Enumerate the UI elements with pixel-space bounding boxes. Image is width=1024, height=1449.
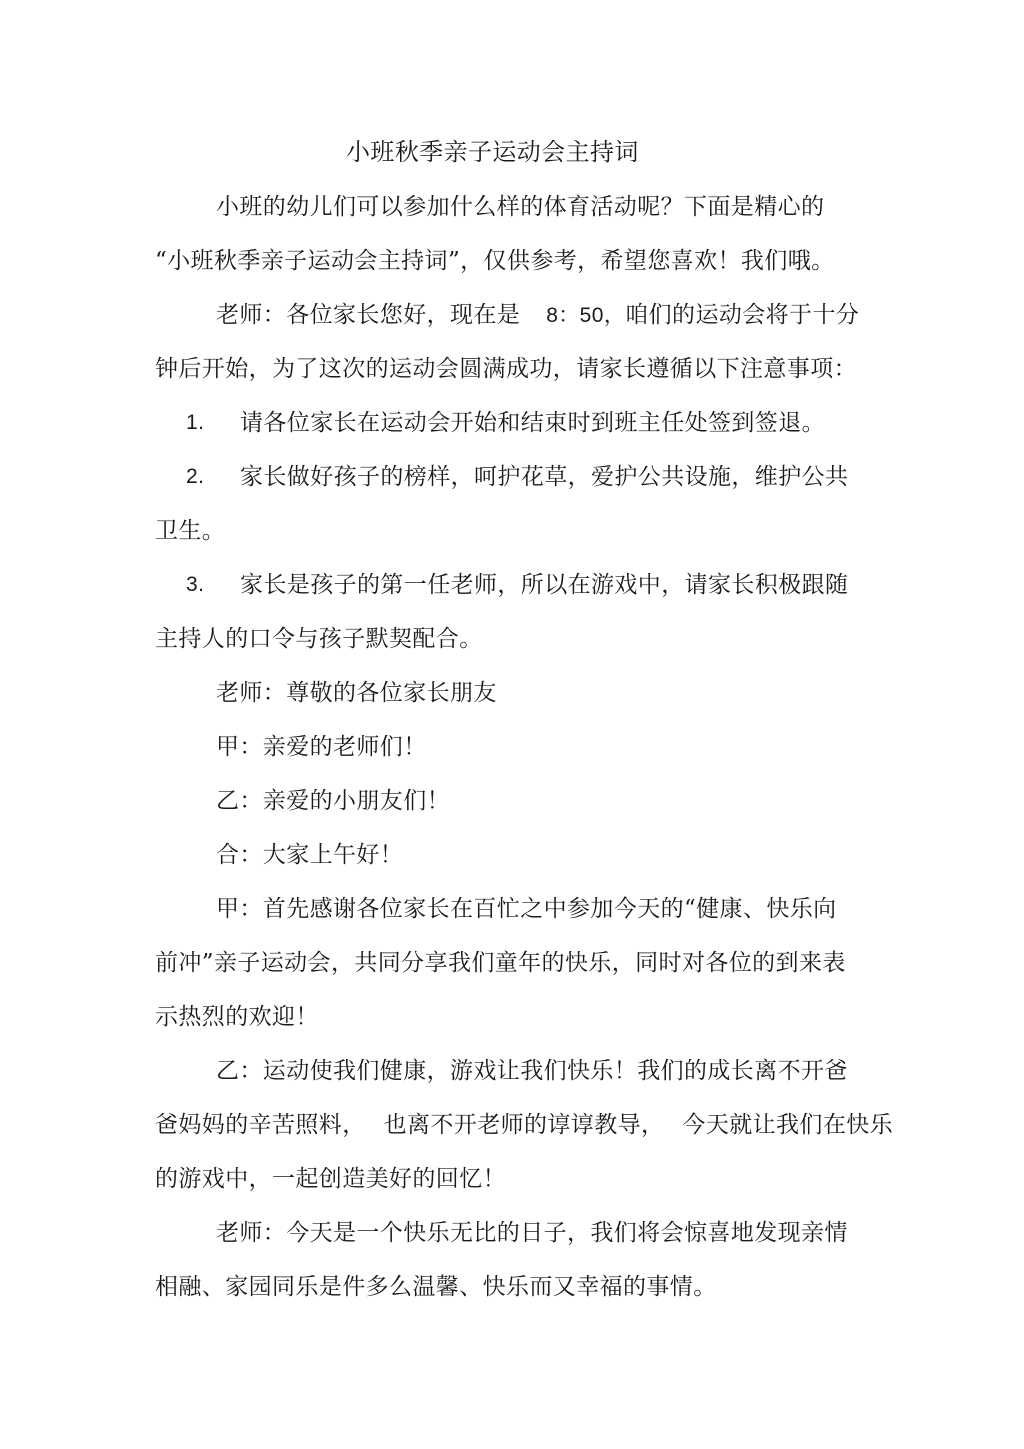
dialogue-teacher-closing-line-1: 老师：今天是一个快乐无比的日子，我们将会惊喜地发现亲情 xyxy=(216,1220,848,1246)
dialogue-yi-sport-segment-2: 也离不开老师的谆谆教导， xyxy=(383,1112,665,1138)
rule-2-line-2: 卫生。 xyxy=(155,518,226,544)
dialogue-together-greeting: 合：大家上午好！ xyxy=(216,842,404,868)
rule-2-line-1: 家长做好孩子的榜样，呵护花草，爱护公共设施，维护公共 xyxy=(240,464,849,490)
dialogue-yi-sport-line-1: 乙：运动使我们健康，游戏让我们快乐！我们的成长离不开爸 xyxy=(216,1058,848,1084)
dialogue-teacher-greeting: 老师：尊敬的各位家长朋友 xyxy=(216,680,497,706)
teacher-notice-text: 老师：各位家长您好，现在是 xyxy=(216,302,521,328)
teacher-notice-text-cont: 咱们的运动会将于十分 xyxy=(625,302,860,328)
rule-1-line-1: 请各位家长在运动会开始和结束时到班主任处签到签退。 xyxy=(240,410,825,436)
document-title: 小班秋季亲子运动会主持词 xyxy=(346,138,639,166)
rule-3-line-1: 家长是孩子的第一任老师，所以在游戏中，请家长积极跟随 xyxy=(240,572,849,598)
rule-number-2: 2. xyxy=(186,465,205,488)
dialogue-jia-thanks-line-1: 甲：首先感谢各位家长在百忙之中参加今天的“健康、快乐向 xyxy=(216,896,837,922)
dialogue-yi-sport-line-2 xyxy=(155,1110,893,1140)
dialogue-yi-sport-segment-1: 爸妈妈的辛苦照料， xyxy=(155,1112,366,1138)
teacher-notice-line-1 xyxy=(216,300,859,331)
rule-3-line-2: 主持人的口令与孩子默契配合。 xyxy=(155,626,483,652)
dialogue-jia-thanks-line-3: 示热烈的欢迎！ xyxy=(155,1004,319,1030)
dialogue-jia-thanks-line-2: 前冲”亲子运动会，共同分享我们童年的快乐，同时对各位的到来表 xyxy=(155,950,846,976)
teacher-notice-line-2: 钟后开始，为了这次的运动会圆满成功，请家长遵循以下注意事项： xyxy=(155,356,857,382)
rule-number-1: 1. xyxy=(186,411,205,434)
notice-time: 8：50， xyxy=(546,304,626,327)
intro-line-1: 小班的幼儿们可以参加什么样的体育活动呢？下面是精心的 xyxy=(216,194,825,220)
dialogue-yi-sport-segment-3: 今天就让我们在快乐 xyxy=(682,1112,894,1138)
intro-line-2: “小班秋季亲子运动会主持词”，仅供参考，希望您喜欢！我们哦。 xyxy=(155,248,835,274)
dialogue-yi-greeting: 乙：亲爱的小朋友们！ xyxy=(216,788,450,814)
dialogue-yi-sport-line-3: 的游戏中，一起创造美好的回忆！ xyxy=(155,1166,506,1192)
rule-number-3: 3. xyxy=(186,573,205,596)
dialogue-teacher-closing-line-2: 相融、家园同乐是件多么温馨、快乐而又幸福的事情。 xyxy=(155,1274,717,1300)
dialogue-jia-greeting: 甲：亲爱的老师们！ xyxy=(216,734,427,760)
